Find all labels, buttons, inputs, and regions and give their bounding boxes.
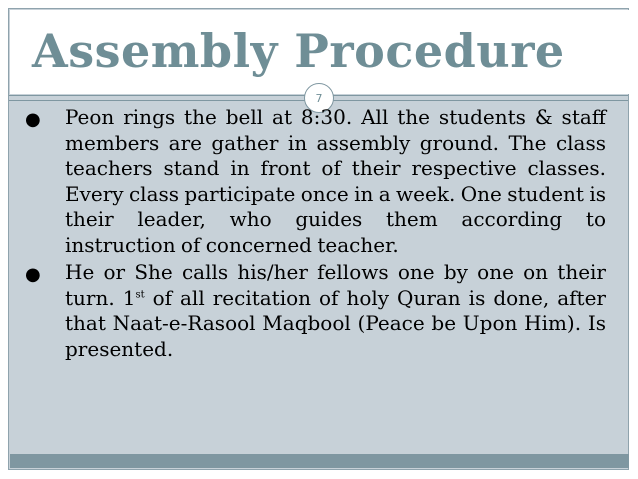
bullet-icon: ● <box>25 109 41 130</box>
title-area <box>10 10 629 94</box>
bullet-text-part: of all recitation of holy Quran is done, after that Naat-e-Rasool Maqbool (Peace be Upon Him). Is presented. <box>65 285 606 361</box>
bullet-icon: ● <box>25 264 41 285</box>
bullet-text: Peon rings the bell at 8:30. All the students & staff members are gather in assembly ground. The class teachers stand in front of their respective classes. Every class participate once in a week. One student is their leader, who guides them according to instruction of concerned teacher. <box>65 105 606 257</box>
slide-frame <box>8 8 629 470</box>
bullet-text-part: He or She calls his/her fellows one by one on their turn. 1 <box>65 260 606 310</box>
ordinal-superscript: st <box>135 288 145 300</box>
bullet-text <box>65 260 606 362</box>
list-item <box>9 105 628 258</box>
slide-title: Assembly Procedure <box>32 24 565 78</box>
page-number: 7 <box>315 91 323 105</box>
footer-bar <box>10 454 629 468</box>
list-item <box>9 260 628 362</box>
bullet-list <box>9 105 628 362</box>
